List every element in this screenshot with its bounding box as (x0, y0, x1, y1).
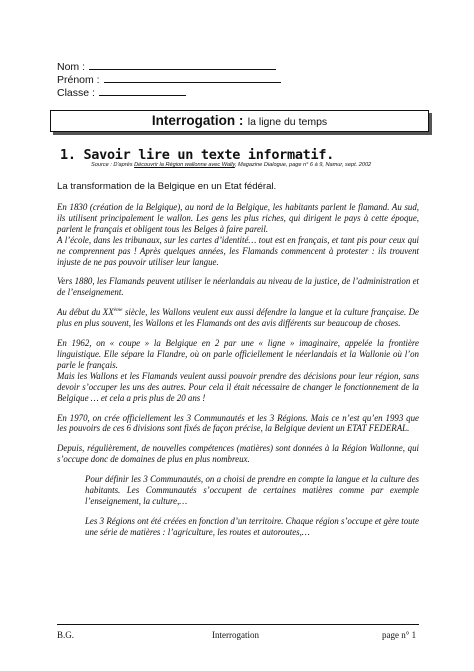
nom-label: Nom : (57, 61, 86, 73)
paragraph-rest: siècle, les Wallons veulent eux aussi défendre la langue et la culture française. De plus en plus souvent, les Wallons et les Flamands ont des avis différents sur beaucoup de choses. (57, 307, 419, 329)
footer-divider (57, 624, 419, 625)
paragraph-start: Au début du XX (57, 307, 114, 318)
paragraph: Vers 1880, les Flamands peuvent utiliser le néerlandais au niveau de la justice, de l’administration et de l’enseignement. (57, 276, 419, 298)
paragraph: En 1970, on crée officiellement les 3 Communautés et les 3 Régions. Mais ce n’est qu’en 1993 que les pouvoirs de ces 6 divisions sont fixés de façon précise, la Belgique devient un ETAT FEDERAL. (57, 412, 419, 434)
title-sub: la ligne du temps (247, 116, 328, 128)
source-title: Découvrir la Région wallonne avec Wally (134, 162, 235, 168)
title-main: Interrogation : (151, 113, 244, 128)
prenom-field (57, 73, 281, 86)
source-prefix: Source : D'après (91, 162, 133, 168)
title-box (50, 110, 429, 132)
footer-page-number: page n° 1 (382, 630, 417, 640)
text-subtitle: La transformation de la Belgique en un Etat fédéral. (57, 181, 277, 192)
paragraph (57, 307, 419, 329)
source-suffix: , Magazine Dialogue, page n° 6 à 9, Namur, sept. 2002 (234, 162, 372, 168)
source-citation (91, 162, 431, 168)
prenom-label: Prénom : (57, 74, 100, 86)
classe-field (57, 86, 186, 99)
paragraph: Depuis, régulièrement, de nouvelles compétences (matières) sont données à la Région Wallonne, qui s’occupe donc de domaines de plus en plus nombreux. (57, 443, 419, 465)
indented-paragraph: Les 3 Régions ont été créées en fonction d’un territoire. Chaque région s’occupe et gère toute une série de matières : l’agriculture, les routes et autoroutes,… (85, 515, 419, 537)
paragraph: Mais les Wallons et les Flamands veulent aussi pouvoir prendre des décisions pour leur région, sans devoir s’occuper les uns des autres. Pour cela il était nécessaire de changer le fonctionnement de la Belgique … et cela a pris plus de 20 ans ! (57, 370, 419, 403)
prenom-blank-line[interactable] (104, 73, 281, 83)
indented-paragraph: Pour définir les 3 Communautés, on a choisi de prendre en compte la langue et la culture des habitants. Les Communautés s’occupent de certaines matières comme par exemple l’enseignement, la culture,… (85, 474, 419, 506)
nom-blank-line[interactable] (89, 60, 276, 70)
paragraph: En 1962, on « coupe » la Belgique en 2 par une « ligne » imaginaire, appelée la frontière linguistique. Elle sépare la Flandre, où on parle officiellement le néerlandais et la Wallonie où l’on parle le français. (57, 338, 419, 370)
section-heading: 1. Savoir lire un texte informatif. (60, 147, 334, 163)
superscript: ème (113, 307, 123, 314)
footer-left: B.G. (57, 630, 75, 640)
informative-text (57, 202, 419, 538)
classe-label: Classe : (57, 87, 95, 99)
nom-field (57, 60, 276, 73)
paragraph: En 1830 (création de la Belgique), au nord de la Belgique, les habitants parlent le flamand. Au sud, ils utilisent principalement le wallon. Les gens les plus riches, qui dirigent le pays à cette époque, parlent le français et obligent tous les Belges à faire pareil. (57, 202, 419, 234)
footer-center: Interrogation (212, 630, 259, 640)
paragraph: A l’école, dans les tribunaux, sur les cartes d’identité… tout est en français, et tant pis pour ceux qui ne comprennent pas ! Après quelques années, les Flamands commencent à protester : ils trouvent injuste de ne pas pouvoir utiliser leur langue. (57, 234, 419, 267)
classe-blank-line[interactable] (99, 86, 186, 96)
